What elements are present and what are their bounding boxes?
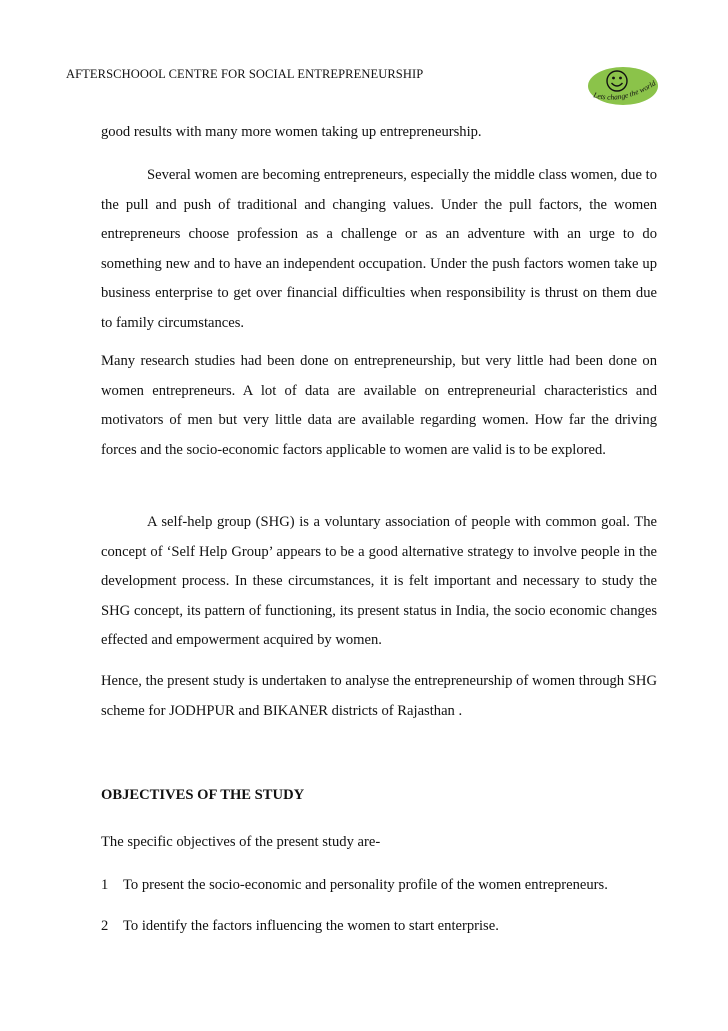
- paragraph-3: Many research studies had been done on entrepreneurship, but very little had been done on women entrepreneurs. A lot of data are available on entrepreneurial characteristics and motivators of men but very little data are available regarding women. How far the driving forces and the socio-economic factors applicable to women are valid is to be explored.: [101, 353, 657, 458]
- page-header: AFTERSCHOOOL CENTRE FOR SOCIAL ENTREPRENEURSHIP: [66, 67, 424, 81]
- objective-number: 1: [101, 877, 109, 893]
- logo: [587, 66, 659, 106]
- paragraph-4: A self-help group (SHG) is a voluntary association of people with common goal. The concept of ‘Self Help Group’ appears to be a good alternative strategy to involve people in the development process. In these circumstances, it is felt important and necessary to study the SHG concept, its pattern of functioning, its present status in India, the socio economic changes effected and empowerment acquired by women.: [101, 514, 657, 648]
- objective-number: 2: [101, 918, 109, 934]
- paragraph-5: Hence, the present study is undertaken to analyse the entrepreneurship of women through SHG scheme for JODHPUR and BIKANER districts of Rajasthan .: [101, 673, 657, 719]
- objectives-heading: OBJECTIVES OF THE STUDY: [101, 787, 305, 803]
- objective-item-2: [101, 918, 499, 935]
- objective-text: To identify the factors influencing the women to start enterprise.: [123, 918, 499, 934]
- objective-item-1: [101, 877, 608, 894]
- objective-text: To present the socio-economic and personality profile of the women entrepreneurs.: [123, 877, 608, 893]
- paragraph-1: good results with many more women taking up entrepreneurship.: [101, 124, 482, 140]
- logo-text: Lets change the world: [592, 78, 658, 102]
- paragraph-2: Several women are becoming entrepreneurs, especially the middle class women, due to the pull and push of traditional and changing values. Under the pull factors, the women entrepreneurs choose profession as a challenge or as an adventure with an urge to do something new and to have an independent occupation. Under the push factors women take up business enterprise to get over financial difficulties when responsibility is thrust on them due to family circumstances.: [101, 167, 657, 331]
- objectives-intro: The specific objectives of the present study are-: [101, 834, 381, 850]
